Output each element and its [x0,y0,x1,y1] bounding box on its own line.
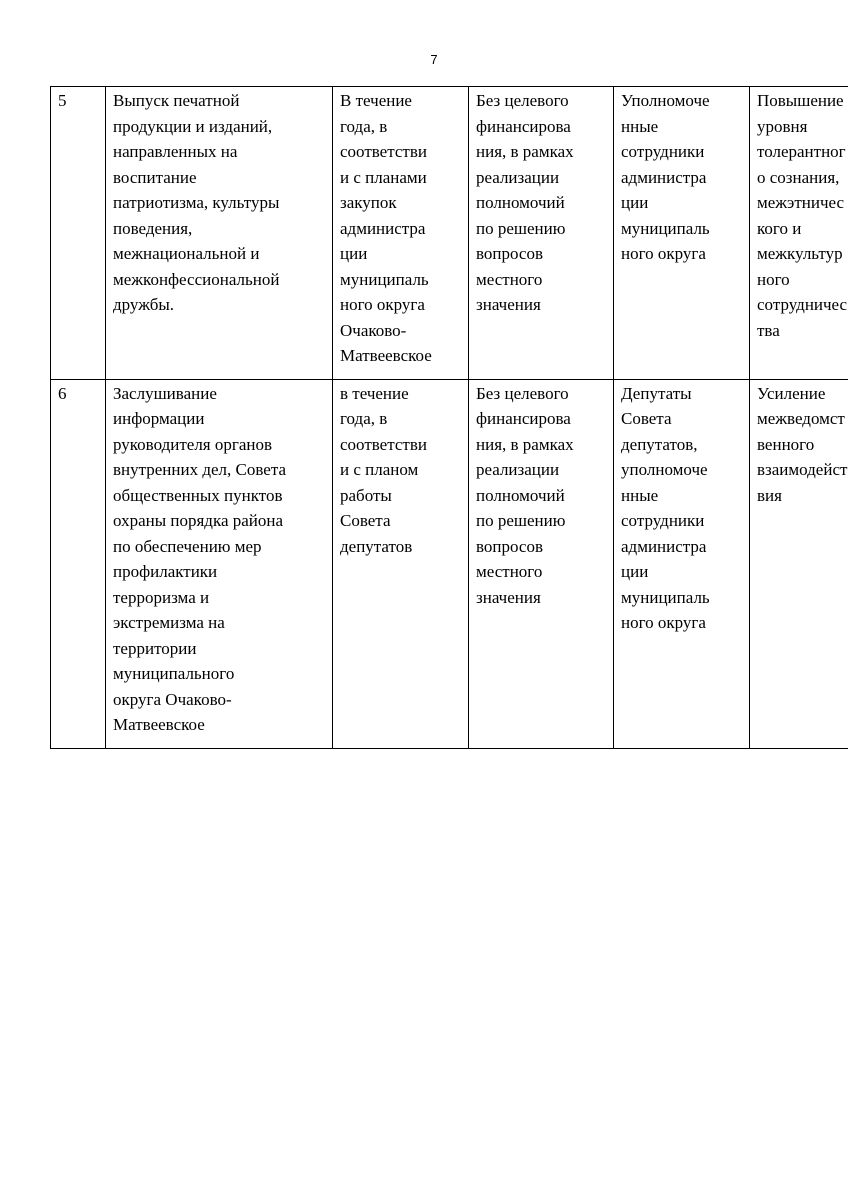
deadline-cell: В течение года, в соответстви и с планами закупок администра ции муниципаль ного округа Очаково- Матвеевское [333,87,469,380]
table-row [51,379,848,748]
expected-result-cell: Повышение уровня толерантног о сознания, межэтничес кого и межкультур ного сотрудничес тва [750,87,848,380]
expected-result-cell: Усиление межведомст венного взаимодейст вия [750,379,848,748]
responsible-cell: Депутаты Совета депутатов, уполномоче нные сотрудники администра ции муниципаль ного округа [614,379,750,748]
row-number-cell: 5 [51,87,106,380]
event-description-cell: Заслушивание информации руководителя органов внутренних дел, Совета общественных пунктов охраны порядка района по обеспечению мер профилактики терроризма и экстремизма на территории муниципального округа Очаково- Матвеевское [106,379,333,748]
deadline-cell: в течение года, в соответстви и с планом работы Совета депутатов [333,379,469,748]
events-table [50,86,848,749]
table-row [51,87,848,380]
funding-cell: Без целевого финансирова ния, в рамках реализации полномочий по решению вопросов местного значения [469,379,614,748]
responsible-cell: Уполномоче нные сотрудники администра ции муниципаль ного округа [614,87,750,380]
funding-cell: Без целевого финансирова ния, в рамках реализации полномочий по решению вопросов местного значения [469,87,614,380]
row-number-cell: 6 [51,379,106,748]
event-description-cell: Выпуск печатной продукции и изданий, направленных на воспитание патриотизма, культуры поведения, межнациональной и межконфессиональной дружбы. [106,87,333,380]
page-number: 7 [430,52,438,67]
